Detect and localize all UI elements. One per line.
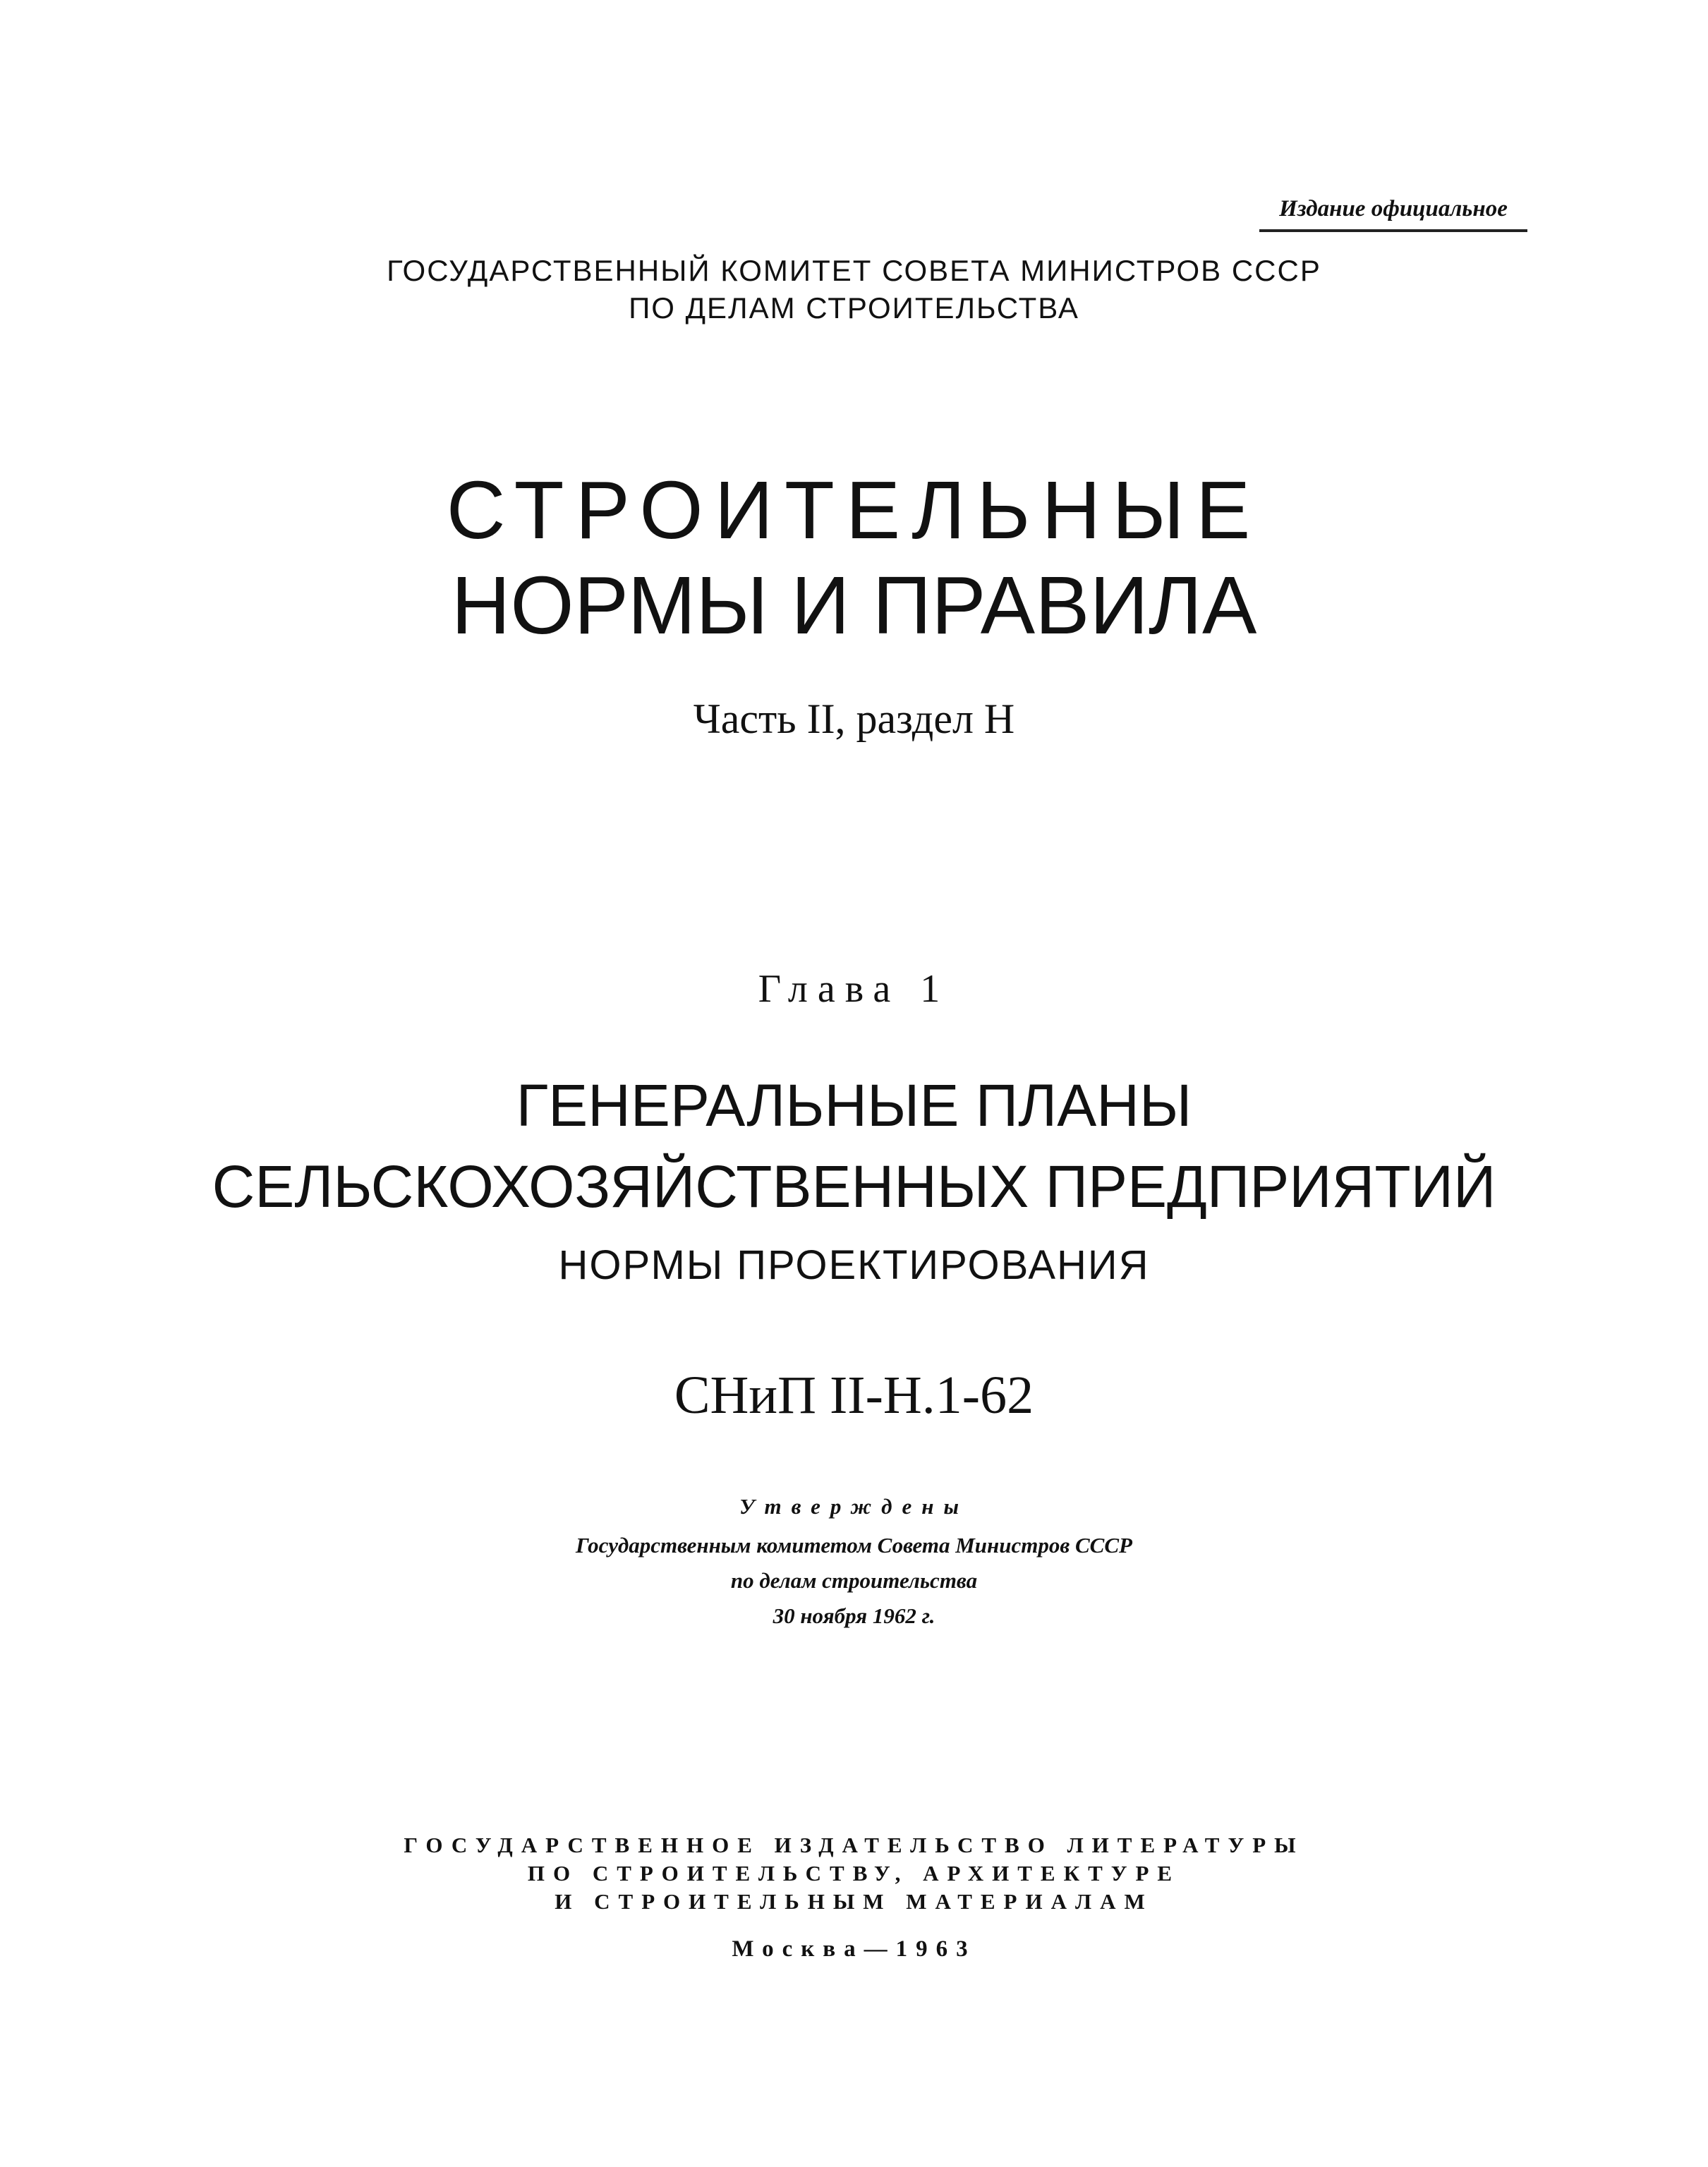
document-code: СНиП II-Н.1-62 (674, 1366, 1034, 1425)
committee-line-2: ПО ДЕЛАМ СТРОИТЕЛЬСТВА (629, 291, 1079, 324)
approval-line-1: Государственным комитетом Совета Министров СССР (576, 1533, 1132, 1558)
approval-date: 30 ноября 1962 г. (773, 1603, 935, 1628)
publisher-line-2: ПО СТРОИТЕЛЬСТВУ, АРХИТЕКТУРЕ (527, 1861, 1181, 1886)
chapter-title-line-2: СЕЛЬСКОХОЗЯЙСТВЕННЫХ ПРЕДПРИЯТИЙ (212, 1153, 1496, 1220)
main-title-line-1: СТРОИТЕЛЬНЫЕ (446, 464, 1262, 556)
main-title-line-2: НОРМЫ И ПРАВИЛА (451, 559, 1257, 651)
publisher-line-3: И СТРОИТЕЛЬНЫМ МАТЕРИАЛАМ (555, 1889, 1153, 1914)
chapter-subtitle: НОРМЫ ПРОЕКТИРОВАНИЯ (558, 1242, 1150, 1288)
edition-label: Издание официальное (1259, 196, 1527, 232)
committee-line-1: ГОСУДАРСТВЕННЫЙ КОМИТЕТ СОВЕТА МИНИСТРОВ СССР (387, 254, 1321, 287)
approval-heading: Утверждены (739, 1494, 969, 1519)
part-section: Часть II, раздел Н (693, 696, 1015, 742)
publisher-line-1: ГОСУДАРСТВЕННОЕ ИЗДАТЕЛЬСТВО ЛИТЕРАТУРЫ (404, 1833, 1304, 1857)
approval-line-2: по делам строительства (730, 1568, 978, 1593)
chapter-label: Глава 1 (758, 967, 950, 1011)
chapter-title-line-1: ГЕНЕРАЛЬНЫЕ ПЛАНЫ (516, 1072, 1192, 1139)
city-year: Москва—1963 (732, 1936, 976, 1962)
